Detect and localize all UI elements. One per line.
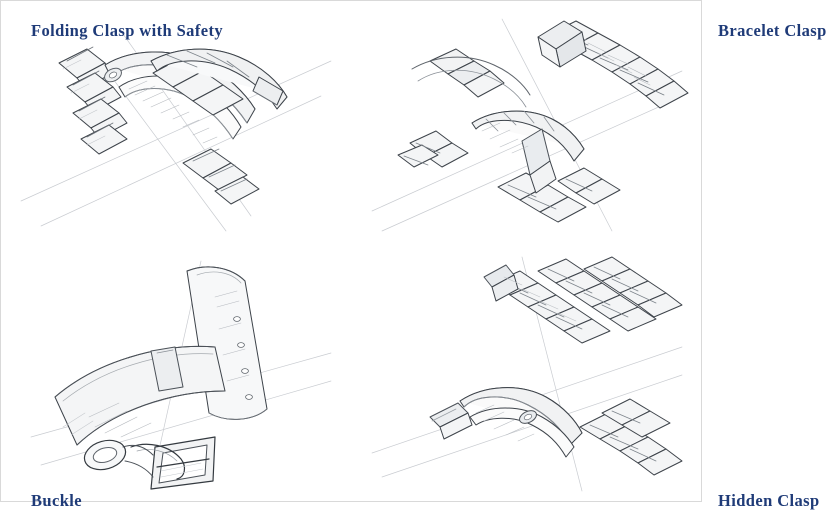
- hidden-clasp-illustration: [352, 241, 703, 503]
- bracelet-clasp-illustration: [352, 1, 703, 241]
- panel-caption-hidden-clasp: Hidden Clasp: [718, 491, 820, 510]
- panel-caption-buckle: Buckle: [31, 491, 82, 510]
- buckle-illustration: [1, 241, 352, 503]
- panel-buckle: [1, 241, 352, 510]
- panel-folding-clasp-with-safety: [1, 1, 352, 241]
- panel-caption-folding-clasp: Folding Clasp with Safety: [31, 21, 223, 40]
- panel-caption-bracelet-clasp: Bracelet Clasp: [718, 21, 827, 40]
- panel-hidden-clasp: [352, 241, 820, 510]
- panel-bracelet-clasp: [352, 1, 827, 241]
